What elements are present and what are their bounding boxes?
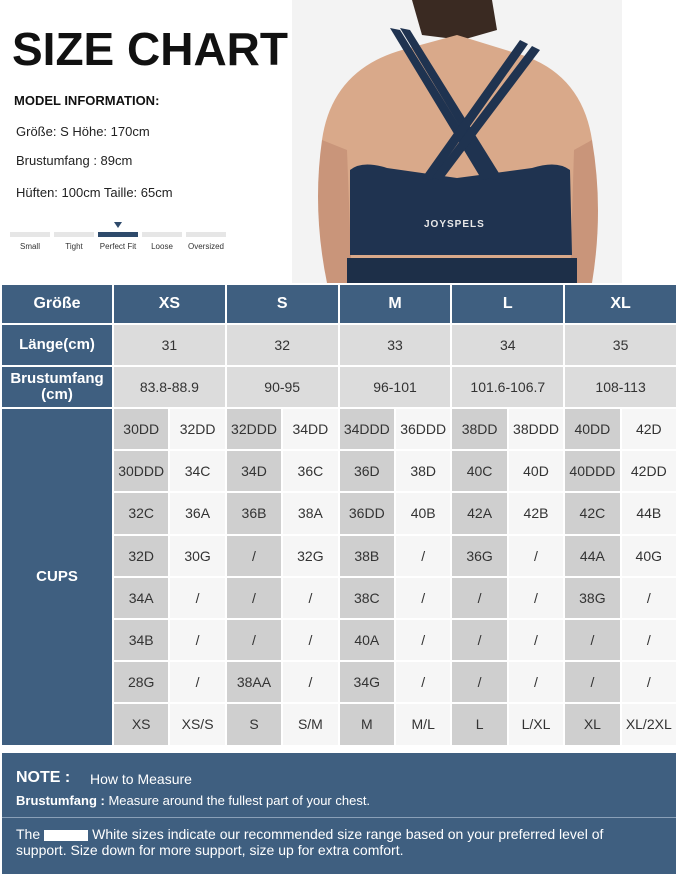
model-hips-waist: Hüften: 100cm Taille: 65cm — [16, 185, 173, 200]
white-swatch — [44, 830, 88, 841]
cup-cell: / — [170, 578, 224, 618]
bust-value: 83.8-88.9 — [114, 367, 225, 407]
note-divider — [2, 817, 676, 818]
cup-cell: S — [227, 704, 281, 744]
cup-cell: XL/2XL — [622, 704, 676, 744]
cup-cell: 28G — [114, 662, 168, 702]
bust-value: 101.6-106.7 — [452, 367, 563, 407]
cup-cell: 34A — [114, 578, 168, 618]
header-section — [0, 0, 679, 285]
length-value: 33 — [340, 325, 451, 365]
bust-value: 96-101 — [340, 367, 451, 407]
fit-segment — [142, 232, 182, 237]
cup-cell: / — [622, 662, 676, 702]
cup-cell: 40B — [396, 493, 450, 533]
cup-cell: / — [622, 620, 676, 660]
cup-cell: / — [452, 662, 506, 702]
cup-cell: XS/S — [170, 704, 224, 744]
cup-cell: 42D — [622, 409, 676, 449]
fit-segment — [98, 232, 138, 237]
cup-cell: / — [452, 578, 506, 618]
note-white-pre: The — [16, 826, 41, 842]
cup-cell: 32DD — [170, 409, 224, 449]
fit-segment — [10, 232, 50, 237]
bust-value: 90-95 — [227, 367, 338, 407]
bust-label-line2: (cm) — [41, 386, 73, 403]
fit-label: Loose — [151, 242, 173, 251]
cup-cell: / — [509, 578, 563, 618]
cup-cell: 40G — [622, 536, 676, 576]
cup-cell: 30DD — [114, 409, 168, 449]
cup-cell: / — [396, 620, 450, 660]
fit-label: Tight — [65, 242, 83, 251]
cup-cell: 36D — [340, 451, 394, 491]
fit-segment — [54, 232, 94, 237]
cup-cell: XL — [565, 704, 619, 744]
cup-cell: M/L — [396, 704, 450, 744]
note-white-post: White sizes indicate our recommended size range based on your preferred level of support. Size down for more support, size up for extra comfort. — [16, 826, 604, 859]
cup-cell: 40D — [509, 451, 563, 491]
cup-cell: 32D — [114, 536, 168, 576]
cup-cell: L/XL — [509, 704, 563, 744]
cup-cell: 38B — [340, 536, 394, 576]
cup-cell: 34DDD — [340, 409, 394, 449]
cup-cell: 40DD — [565, 409, 619, 449]
cup-cell: 44B — [622, 493, 676, 533]
model-back-image — [292, 0, 622, 283]
size-header: M — [340, 285, 451, 323]
cup-cell: 38AA — [227, 662, 281, 702]
model-bust: Brustumfang : 89cm — [16, 153, 133, 168]
length-value: 35 — [565, 325, 676, 365]
cup-cell: / — [565, 620, 619, 660]
cup-cell: 32G — [283, 536, 337, 576]
fit-label: Perfect Fit — [99, 242, 137, 251]
cup-cell: 30DDD — [114, 451, 168, 491]
note-section — [2, 753, 676, 874]
page-title: SIZE CHART — [12, 23, 288, 75]
cup-cell: 38G — [565, 578, 619, 618]
cup-cell: / — [227, 578, 281, 618]
cup-cell: 42B — [509, 493, 563, 533]
cup-cell: 38A — [283, 493, 337, 533]
cup-cell: 44A — [565, 536, 619, 576]
note-bust-label: Brustumfang : — [16, 793, 105, 808]
length-value: 34 — [452, 325, 563, 365]
note-bust-text: Measure around the fullest part of your chest. — [104, 793, 371, 808]
bust-label-line1: Brustumfang — [10, 370, 104, 388]
cup-cell: 36A — [170, 493, 224, 533]
cup-cell: / — [396, 578, 450, 618]
cup-cell: L — [452, 704, 506, 744]
cup-cell: 40C — [452, 451, 506, 491]
fit-segment — [186, 232, 226, 237]
length-value: 32 — [227, 325, 338, 365]
cup-cell: 42A — [452, 493, 506, 533]
cup-cell: 36C — [283, 451, 337, 491]
cup-cell: 32C — [114, 493, 168, 533]
cup-cell: XS — [114, 704, 168, 744]
cup-cell: / — [283, 662, 337, 702]
size-header: S — [227, 285, 338, 323]
cup-cell: / — [227, 536, 281, 576]
note-bust-instruction — [16, 793, 370, 808]
cup-cell: 38DD — [452, 409, 506, 449]
cup-cell: 34D — [227, 451, 281, 491]
cup-cell: 34G — [340, 662, 394, 702]
cup-cell: M — [340, 704, 394, 744]
cup-cell: 36B — [227, 493, 281, 533]
note-how-to-measure: How to Measure — [90, 771, 192, 787]
cup-cell: 30G — [170, 536, 224, 576]
cup-cell: 34B — [114, 620, 168, 660]
cup-cell: / — [283, 620, 337, 660]
size-header: XS — [114, 285, 225, 323]
length-label: Länge(cm) — [2, 325, 112, 365]
cup-cell: 34C — [170, 451, 224, 491]
cup-cell: / — [170, 662, 224, 702]
cup-cell: 32DDD — [227, 409, 281, 449]
size-table — [2, 285, 676, 748]
size-header: XL — [565, 285, 676, 323]
table-header-label: Größe — [2, 285, 112, 323]
cup-cell: / — [452, 620, 506, 660]
fit-scale — [10, 222, 225, 252]
fit-label: Small — [19, 242, 40, 251]
cup-cell: / — [509, 620, 563, 660]
cup-cell: / — [509, 536, 563, 576]
bust-label — [2, 367, 112, 407]
cup-cell: 38D — [396, 451, 450, 491]
product-photo — [292, 0, 622, 283]
cup-cell: 40A — [340, 620, 394, 660]
size-header: L — [452, 285, 563, 323]
cup-cell: 42DD — [622, 451, 676, 491]
bust-value: 108-113 — [565, 367, 676, 407]
fit-label: Oversized — [187, 242, 224, 251]
cup-cell: 42C — [565, 493, 619, 533]
cup-cell: 38C — [340, 578, 394, 618]
cup-cell: 36DDD — [396, 409, 450, 449]
cup-cell: / — [170, 620, 224, 660]
cup-cell: / — [227, 620, 281, 660]
cups-label: CUPS — [2, 409, 112, 745]
cup-cell: / — [622, 578, 676, 618]
cup-cell: 38DDD — [509, 409, 563, 449]
cup-cell: / — [509, 662, 563, 702]
cup-cell: 40DDD — [565, 451, 619, 491]
note-white-sizes — [16, 826, 656, 858]
cup-cell: / — [396, 662, 450, 702]
cup-cell: 36DD — [340, 493, 394, 533]
cup-cell: 36G — [452, 536, 506, 576]
cup-cell: S/M — [283, 704, 337, 744]
length-value: 31 — [114, 325, 225, 365]
product-logo-text: JOYSPELS — [424, 219, 485, 230]
cup-cell: 34DD — [283, 409, 337, 449]
model-size-height: Größe: S Höhe: 170cm — [16, 124, 150, 139]
cup-cell: / — [565, 662, 619, 702]
model-info-heading: MODEL INFORMATION: — [14, 93, 160, 108]
cup-cell: / — [283, 578, 337, 618]
note-title: NOTE : — [16, 769, 71, 786]
fit-indicator-arrow — [114, 222, 122, 228]
cup-cell: / — [396, 536, 450, 576]
